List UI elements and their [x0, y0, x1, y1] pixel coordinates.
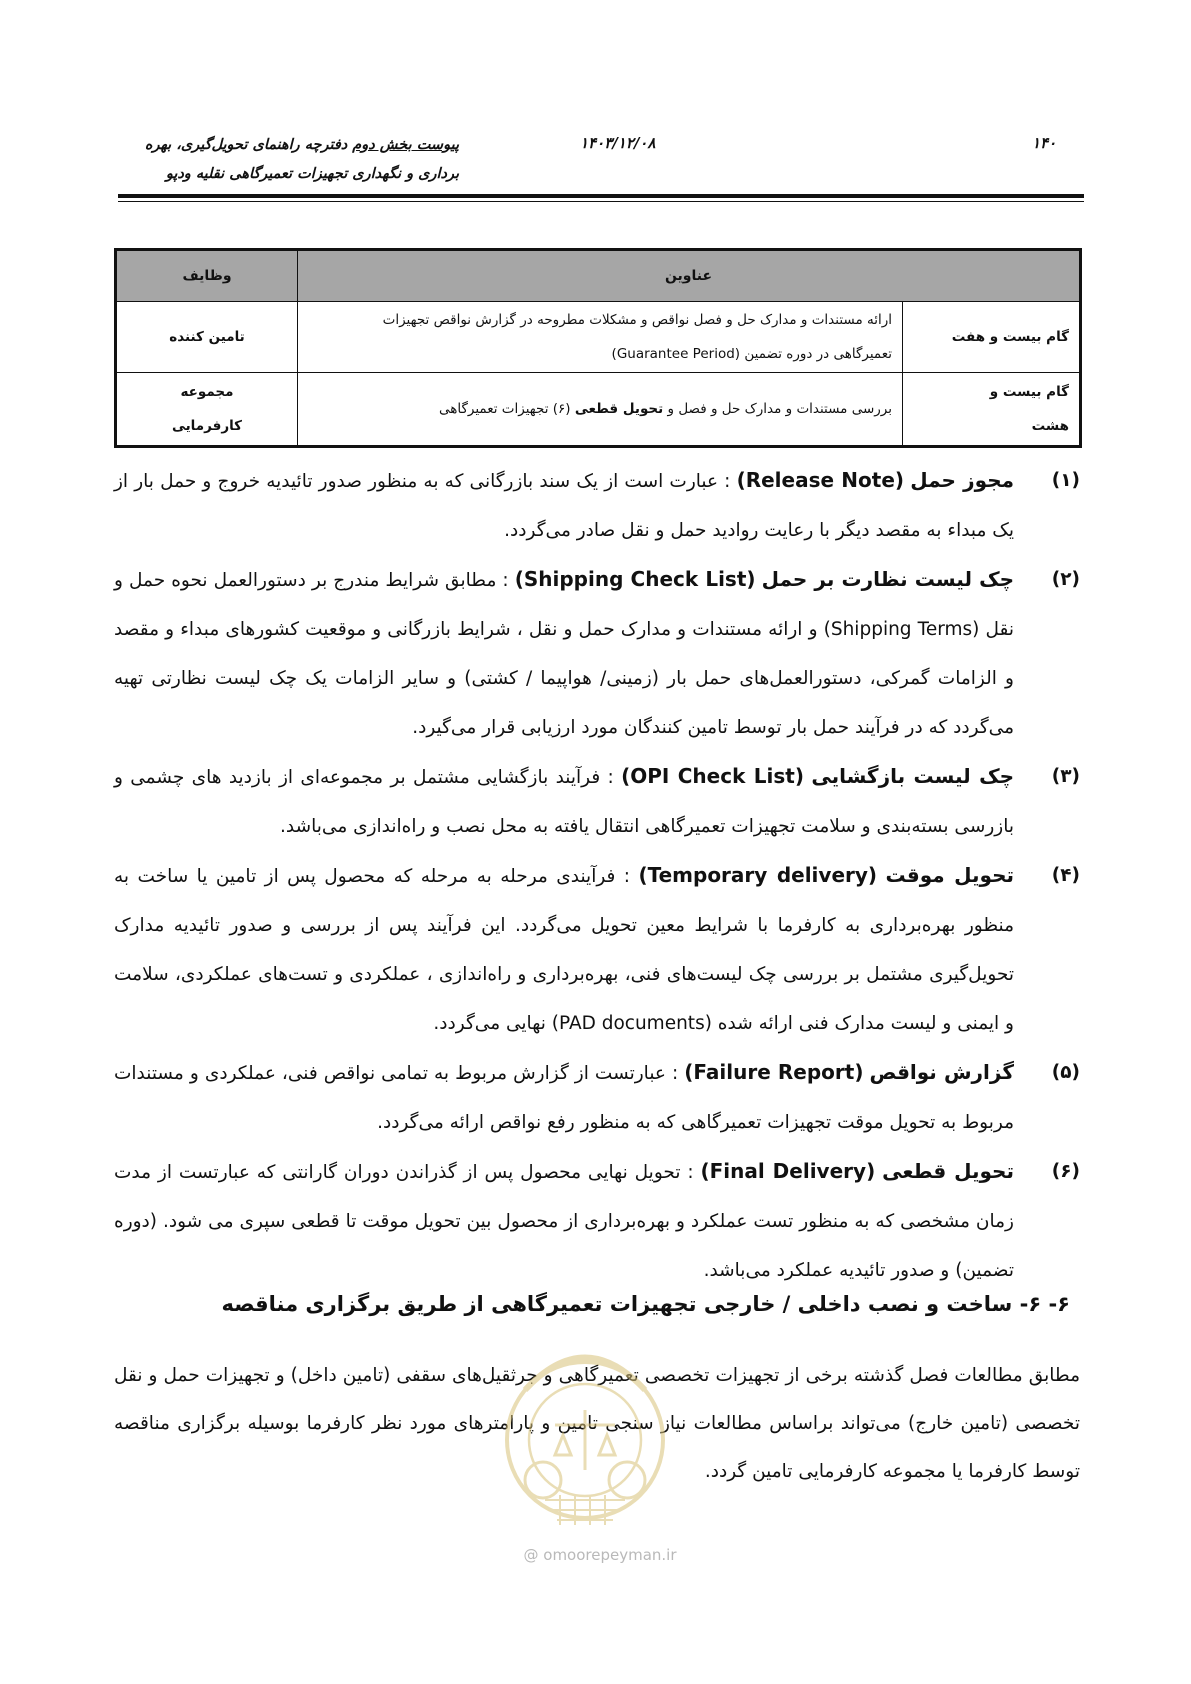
section-body: مطابق مطالعات فصل گذشته برخی از تجهیزات تخصصی تعمیرگاهی و جرثقیل‌های سقفی (تامین داخل) و تجهیزات حمل و نقل تخصصی (تامین خارج) می‌تواند براساس مطالعات نیاز سنجی تامین و پارامترهای مورد نظر کارفرما بوسیله برگزاری مناقصه توسط کارفرما یا مجموعه کارفرمایی تامین گردد. — [114, 1365, 1080, 1482]
step-cell: گام بیست و هفت — [903, 302, 1081, 373]
table-header-row — [116, 250, 1081, 302]
definition-item: (۴) تحویل موقت (Temporary delivery) : فرآیندی مرحله به مرحله که محصول پس از تامین یا ساخت به منظور بهره‌برداری به کارفرما با شرایط معین تحویل می‌گردد. این فرآیند پس از بررسی و صدور تائیدیه مدارک تحویل‌گیری مشتمل بر بررسی چک لیست‌های فنی، بهره‌برداری و راه‌اندازی ، عملکردی و تست‌های عملکردی، سلامت و ایمنی و لیست مدارک فنی ارائه شده (PAD documents) نهایی می‌گردد. — [114, 851, 1080, 1048]
definition-text: : فرآیندی مرحله به مرحله که محصول پس از تامین یا ساخت به منظور بهره‌برداری به کارفرما با شرایط معین تحویل می‌گردد. این فرآیند پس از بررسی و صدور تائیدیه مدارک تحویل‌گیری مشتمل بر بررسی چک لیست‌های فنی، بهره‌برداری و راه‌اندازی ، عملکردی و تست‌های عملکردی، سلامت و ایمنی و لیست مدارک فنی ارائه شده (PAD documents) نهایی می‌گردد. — [114, 866, 1014, 1034]
definition-term-english: Release Note — [745, 468, 895, 492]
role-line: کارفرمایی — [171, 418, 243, 434]
definition-text: : عبارت است از یک سند بازرگانی که به منظور صدور تائیدیه خروج و حمل بار از یک مبداء به مقصد دیگر با رعایت روادید حمل و نقل صادر می‌گردد. — [114, 471, 1014, 541]
step-line: هشت — [1031, 418, 1069, 434]
definition-term: گزارش نواقص — [869, 1060, 1014, 1084]
header-rule-thin — [118, 201, 1084, 202]
definition-term-english: Temporary delivery — [647, 863, 868, 887]
description-text: (۶) تجهیزات تعمیرگاهی — [438, 401, 575, 417]
watermark-url: @ omoorepeyman.ir — [523, 1546, 677, 1564]
definition-number: (۱) — [1051, 470, 1080, 491]
definition-term-english: Final Delivery — [709, 1159, 867, 1183]
description-line: ارائه مستندات و مدارک حل و فصل نواقص و مشکلات مطروحه در گزارش نواقص تجهیزات — [382, 312, 892, 328]
page-number: ۱۴۰ — [1032, 134, 1057, 152]
section-title: ۶- ۶- ساخت و نصب داخلی / خارجی تجهیزات تعمیرگاهی از طریق برگزاری مناقصه — [221, 1292, 1070, 1316]
definition-term-english: OPI Check List — [630, 764, 795, 788]
definition-term: مجوز حمل — [910, 468, 1014, 492]
role-cell — [116, 373, 298, 447]
header-titles: عناوین — [298, 250, 1081, 302]
header-rule — [118, 194, 1084, 198]
watermark-seal-icon — [485, 1330, 685, 1540]
header-duties: وظایف — [116, 250, 298, 302]
step-cell — [903, 373, 1081, 447]
header-title-rest: دفترچه راهنمای تحویل‌گیری، بهره — [144, 136, 353, 153]
definition-term-english: Shipping Check List — [523, 567, 747, 591]
definition-item: (۱) مجوز حمل (Release Note) : عبارت است از یک سند بازرگانی که به منظور صدور تائیدیه خروج و حمل بار از یک مبداء به مقصد دیگر با رعایت روادید حمل و نقل صادر می‌گردد. — [114, 456, 1080, 555]
definition-number: (۳) — [1051, 766, 1080, 787]
role-cell: تامین کننده — [116, 302, 298, 373]
description-cell — [298, 302, 903, 373]
definition-item: (۶) تحویل قطعی (Final Delivery) : تحویل نهایی محصول پس از گذراندن دوران گارانتی که عبارتست از مدت زمان مشخصی که به منظور تست عملکرد و بهره‌برداری از محصول بین تحویل موقت تا قطعی سپری می شود. (دوره تضمین) و صدور تائیدیه عملکرد می‌باشد. — [114, 1147, 1080, 1295]
definition-text: : فرآیند بازگشایی مشتمل بر مجموعه‌ای از بازدید های چشمی و بازرسی بسته‌بندی و سلامت تجهیزات تعمیرگاهی انتقال یافته به محل نصب و راه‌اندازی می‌باشد. — [114, 767, 1014, 837]
definition-number: (۴) — [1051, 865, 1080, 886]
definition-item: (۵) گزارش نواقص (Failure Report) : عبارتست از گزارش مربوط به تمامی نواقص فنی، عملکردی و مستندات مربوط به تحویل موقت تجهیزات تعمیرگاهی که به منظور رفع نواقص ارائه می‌گردد. — [114, 1048, 1080, 1147]
header-title-underlined: پیوست بخش دوم — [352, 136, 459, 153]
table-row — [116, 373, 1081, 447]
description-text: بررسی مستندات و مدارک حل و فصل و — [663, 401, 892, 417]
header-title — [119, 130, 459, 188]
step-line: گام بیست و — [989, 384, 1069, 400]
description-bold-term: تحویل قطعی — [574, 401, 664, 417]
definition-number: (۶) — [1051, 1161, 1080, 1182]
table-row — [116, 302, 1081, 373]
definition-text: : عبارتست از گزارش مربوط به تمامی نواقص فنی، عملکردی و مستندات مربوط به تحویل موقت تجهیزات تعمیرگاهی که به منظور رفع نواقص ارائه می‌گردد. — [114, 1063, 1014, 1133]
description-text: تعمیرگاهی در دوره تضمین ( — [734, 346, 892, 362]
steps-table — [114, 248, 1082, 448]
description-english-term: Guarantee Period — [616, 346, 735, 362]
definition-term: تحویل قطعی — [882, 1159, 1014, 1183]
role-line: مجموعه — [180, 384, 234, 400]
definition-term: چک لیست نظارت بر حمل — [761, 567, 1014, 591]
description-line — [308, 337, 892, 371]
definition-term: تحویل موقت — [885, 863, 1015, 887]
description-text: ) — [611, 346, 617, 362]
description-cell — [298, 373, 903, 447]
header-title-line2: برداری و نگهداری تجهیزات تعمیرگاهی نقلیه ودپو — [165, 165, 459, 182]
definition-text: : تحویل نهایی محصول پس از گذراندن دوران گارانتی که عبارتست از مدت زمان مشخصی که به منظور تست عملکرد و بهره‌برداری از محصول بین تحویل موقت تا قطعی سپری می شود. (دوره تضمین) و صدور تائیدیه عملکرد می‌باشد. — [114, 1162, 1014, 1281]
definition-item: (۲) چک لیست نظارت بر حمل (Shipping Check List) : مطابق شرایط مندرج بر دستورالعمل نحوه حمل و نقل (Shipping Terms) و ارائه مستندات و مدارک حمل و نقل ، شرایط بازرگانی و موقعیت کشورهای مبداء و مقصد و الزامات گمرکی، دستورالعمل‌های حمل بار (زمینی/ هواپیما / کشتی) و سایر الزامات یک چک لیست نظارتی تهیه می‌گردد که در فرآیند حمل بار توسط تامین کنندگان مورد ارزیابی قرار می‌گیرد. — [114, 555, 1080, 752]
definition-item: (۳) چک لیست بازگشایی (OPI Check List) : فرآیند بازگشایی مشتمل بر مجموعه‌ای از بازدید های چشمی و بازرسی بسته‌بندی و سلامت تجهیزات تعمیرگاهی انتقال یافته به محل نصب و راه‌اندازی می‌باشد. — [114, 752, 1080, 851]
definition-term: چک لیست بازگشایی — [811, 764, 1014, 788]
watermark-url-text: omoorepeyman.ir — [543, 1546, 677, 1564]
definition-number: (۲) — [1051, 569, 1080, 590]
definition-number: (۵) — [1051, 1062, 1080, 1083]
definition-text: : مطابق شرایط مندرج بر دستورالعمل نحوه حمل و نقل (Shipping Terms) و ارائه مستندات و مدارک حمل و نقل ، شرایط بازرگانی و موقعیت کشورهای مبداء و مقصد و الزامات گمرکی، دستورالعمل‌های حمل بار (زمینی/ هواپیما / کشتی) و سایر الزامات یک چک لیست نظارتی تهیه می‌گردد که در فرآیند حمل بار توسط تامین کنندگان مورد ارزیابی قرار می‌گیرد. — [114, 570, 1015, 738]
header-date: ۱۴۰۳/۱۲/۰۸ — [580, 134, 656, 152]
definition-term-english: Failure Report — [693, 1060, 855, 1084]
definitions-list — [114, 456, 1080, 1295]
